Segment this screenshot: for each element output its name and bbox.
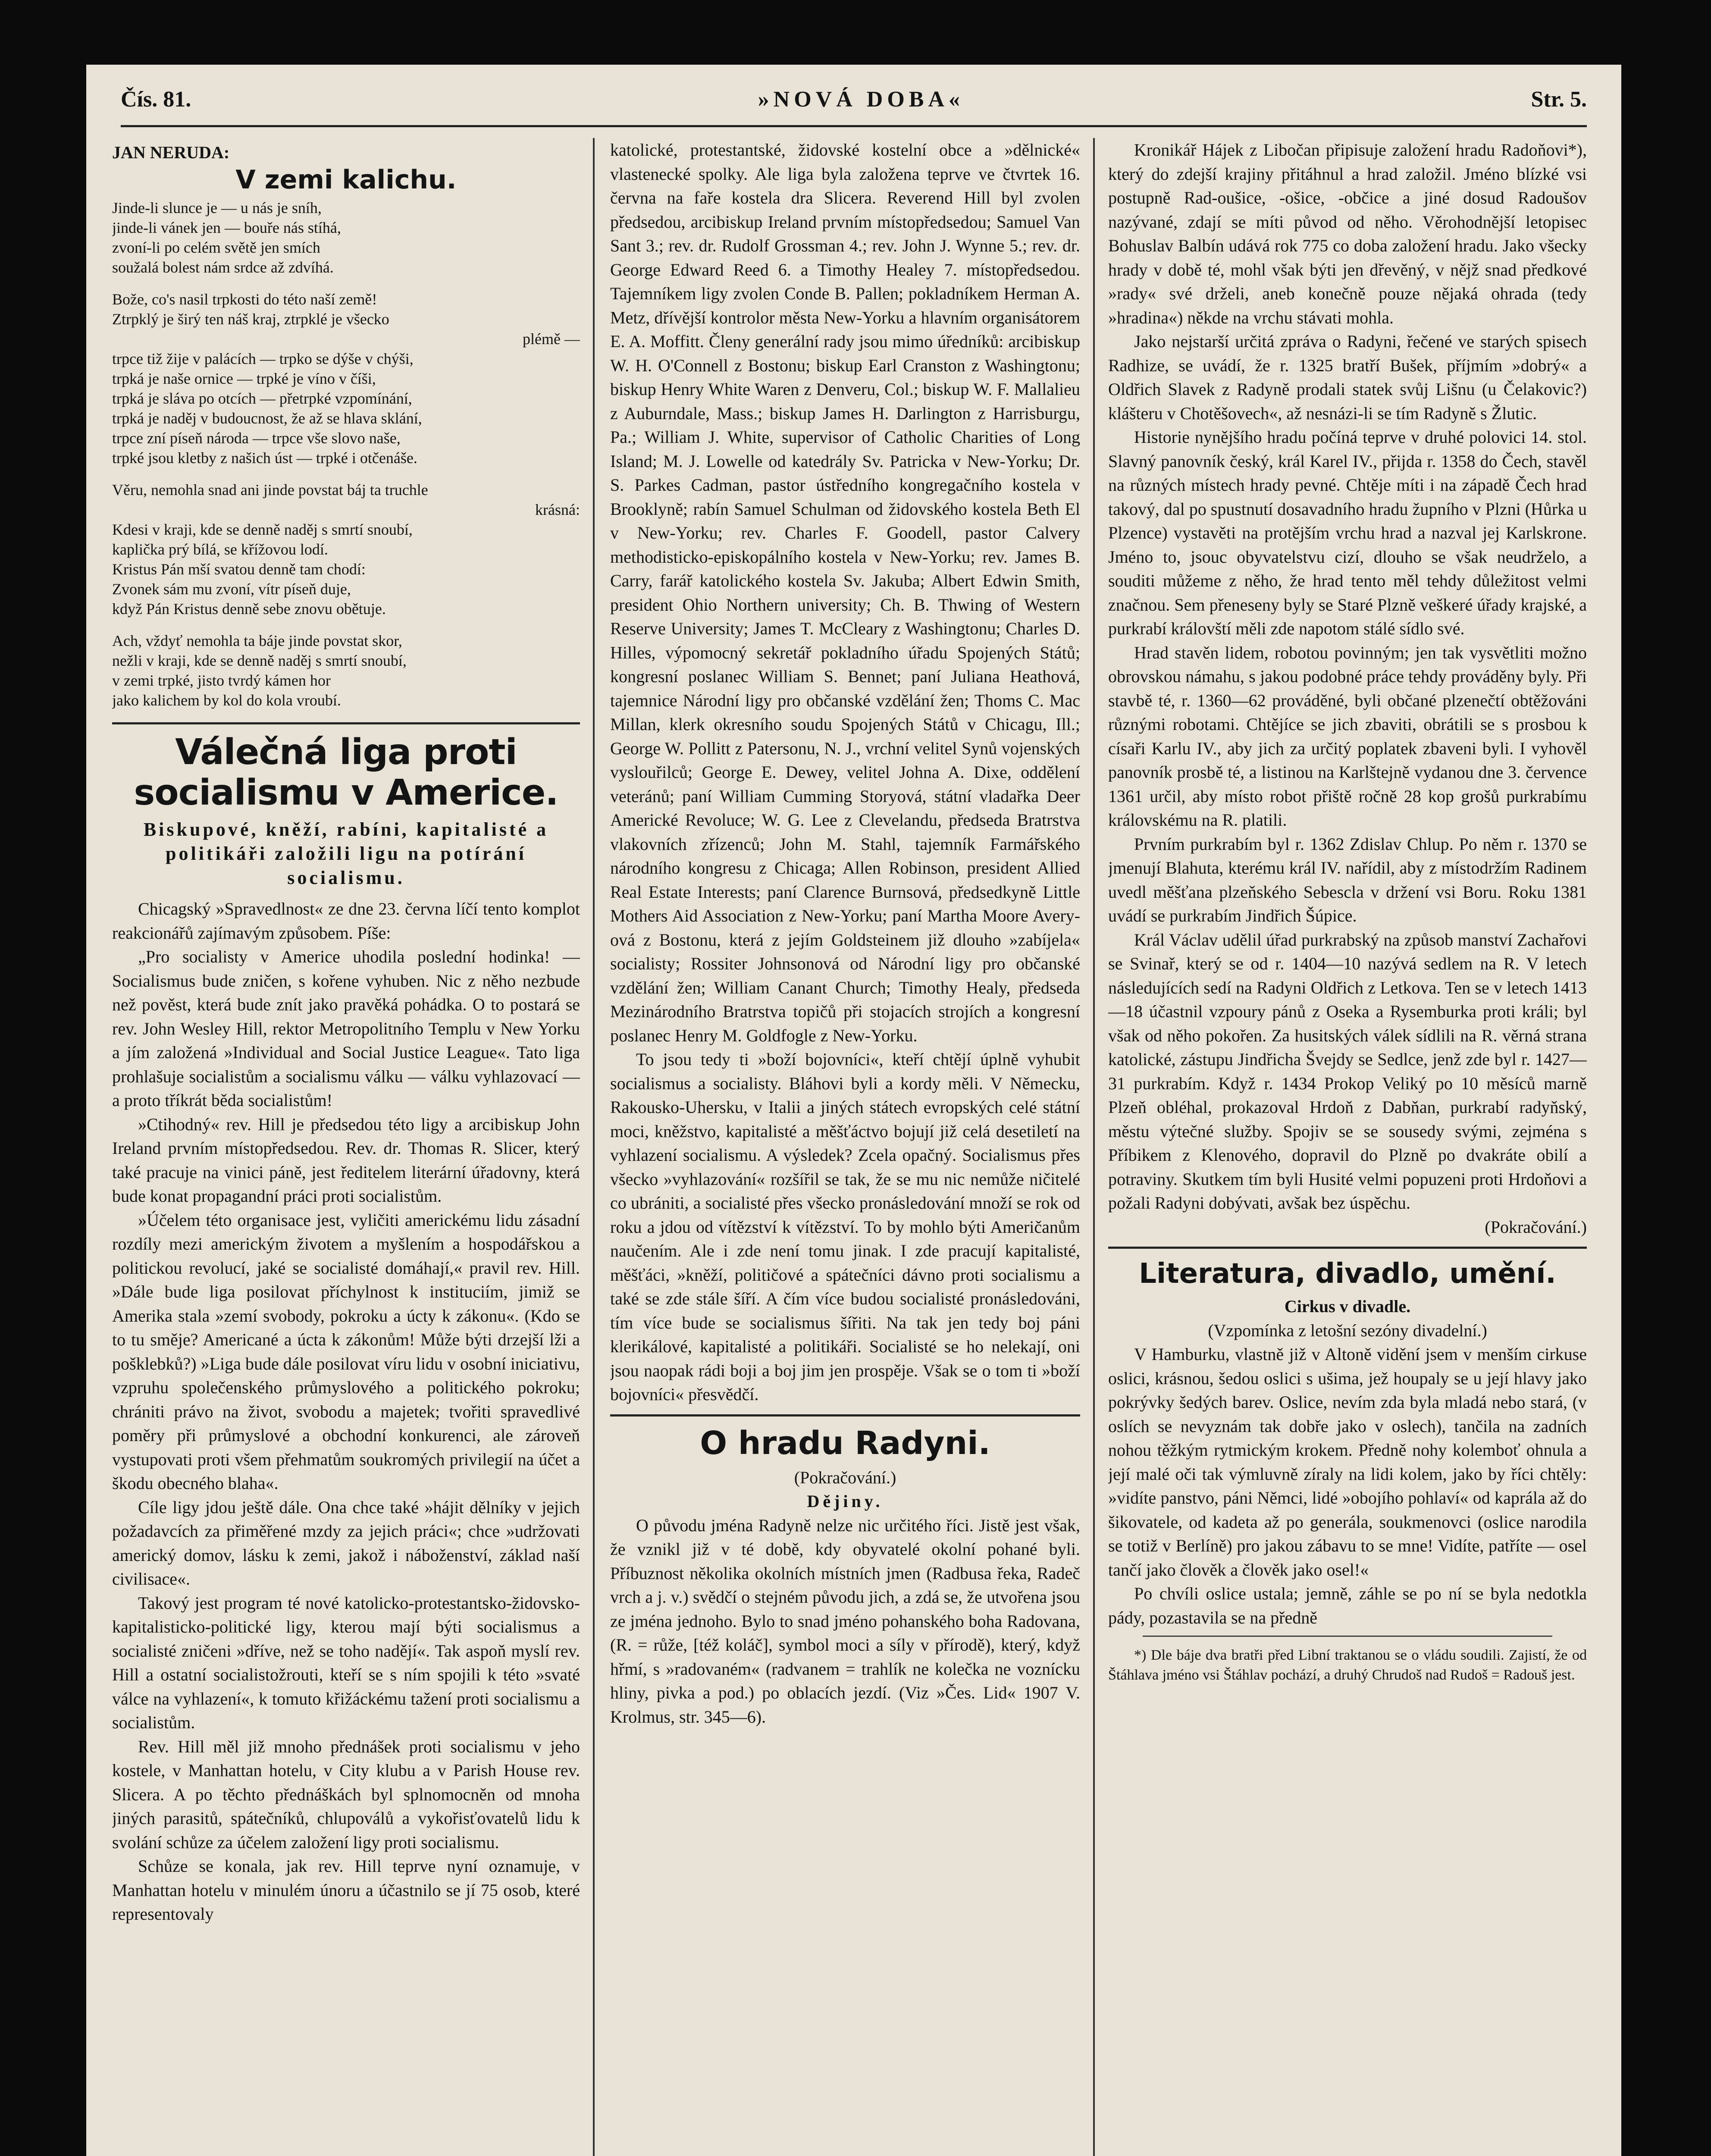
- article-paragraph: Rev. Hill měl již mnoho přednášek proti socialismu v jeho kostele, v Manhattan hotelu, v City klubu a v Parish House rev. Slicera. A po těchto přednáškách byl splnomocněn od mnoha jiných parasitů, spátečníků, chlupoválů a vykořisťovatelů lidu k svolání schůze za účelem založení ligy proti socialismu.: [112, 1736, 580, 1852]
- article-subheadline: (Vzpomínka z letošní sezóny divadelní.): [1208, 1320, 1487, 1340]
- poem-line: soužalá bolest nám srdce až zdvíhá.: [112, 259, 334, 276]
- poem-line: zvoní-li po celém světě jen smích: [112, 239, 320, 256]
- poem-line: trpké jsou kletby z našich úst — trpké i otčenáše.: [112, 449, 417, 467]
- poem-line: trpká je naděj v budoucnost, že až se hlava sklání,: [112, 410, 422, 427]
- poem-line-tail: krásná:: [535, 501, 580, 518]
- poem-title: V zemi kalichu.: [235, 164, 457, 195]
- article-paragraph: V Hamburku, vlastně již v Altoně vidění jsem v menším cirkuse oslici, krásnou, šedou oslici s ušima, jež houpaly se u její hlavy jako pokrývky šedých barev. Oslice, nevím zda byla mladá nebo stará, (v oslích se nevyznám tak dobře jako v oslech), tančila na zadních nohou těžkým rytmickým krokem. Předně nohy kolemboť ohnula a její malé oči tak výmluvně zíraly na lidi kolem, jako by říci chtěly: »vidíte panstvo, páni Němci, lidé »obojího pohlaví« od kaprála až do šikovatele, od kadeta až po generála, soukmenovci (oslice narodila se totiž v Berlíně) pro jakou zábavu to se mne! Vidíte, patříte — osel tančí jako člověk a člověk jako osel!«: [1108, 1344, 1587, 1579]
- article-paragraph: Po chvíli oslice ustala; jemně, záhle se po ní se byla nedotkla pády, pozastavila se na předně: [1108, 1584, 1587, 1627]
- article-paragraph: »Účelem této organisace jest, vyličiti americkému lidu zásadní rozdíly mezi americkým životem a myšlením a hospodářskou a politickou revolucí, jaké se socialisté domáhají,« pravil rev. Hill. »Dále bude liga posilovat příchylnost k instituciím, jimiž se Amerika stala »zemí svobody, pokroku a úcty k zákonu«. (Kdo se to tu směje? Americané a úcta k zákonům! Může býti drzejší lži a pošklebků?) »Liga bude dále posilovat víru lidu v osobní iniciativu, vzpruhu společenského průmyslového a politického pokroku; chrániti právo na život, svobodu a majetek; tvořiti spravedlivé poměry při průmyslové a obchodní konkurenci, ale zároveň vystupovati proti všem přehmatům soukromých privilegií na účet a škodu obecného blaha«.: [112, 1210, 580, 1493]
- poem-line: jako kalichem by kol do kola vroubí.: [112, 692, 341, 709]
- poem-line: trpká je naše ornice — trpké je víno v číši,: [112, 370, 376, 387]
- column-2: [610, 138, 1080, 2156]
- poem: [112, 198, 580, 710]
- footnote-divider: [1143, 1636, 1552, 1637]
- article-paragraph: Jako nejstarší určitá zpráva o Radyni, řečené ve starých spisech Radhize, se uvádí, že r. 1325 bratří Bušek, příjmím »dobrý« a Oldřich Slavek z Radyně prodali statek svůj Lišnu (u Čelakovic?) klášteru v Chotěšovech«, až nesnázi-li se tím Radyně s Žlutic.: [1108, 332, 1587, 423]
- poem-line: v zemi trpké, jisto tvrdý kámen hor: [112, 672, 331, 689]
- article-headline: Válečná liga proti socialismu v Americe.: [134, 732, 558, 813]
- newspaper-page: [86, 65, 1621, 2156]
- page-number: Str. 5.: [1531, 87, 1587, 112]
- poem-line: Kdesi v kraji, kde se denně naděj s smrtí snoubí,: [112, 521, 413, 538]
- article-paragraph: „Pro socialisty v Americe uhodila poslední hodinka! — Socialismus bude zničen, s kořene vyhuben. Nic z něho nezbude než pověst, která bude znít jako pravěká pohádka. O to postará se rev. John Wesley Hill, rektor Metropolitního Templu v New Yorku a jím založená »Individual and Social Justice League«. Tato liga prohlašuje socialistům a socialismu válku — válku vyhlazovací — a proto tříkrát běda socialistům!: [112, 947, 580, 1110]
- poem-line: Bože, co's nasil trpkosti do této naší země!: [112, 291, 377, 308]
- article-paragraph: O původu jména Radyně nelze nic určitého říci. Jistě jest však, že vznikl již v té době, kdy obyvatelé okolní pohané byli. Příbuznost několika okolních místních jmen (Radbusa řeka, Radeč vrch a j. v.) svědčí o stejném původu jich, a zdá se, že utvořena jsou ze jména jednoho. Bylo to snad jméno pohanského boha Radovana, (R. = růže, [též koláč], symbol moci a síly v přírodě), který, když hřmí, s »radovaném« (radvanem = trahlík ne kolečka ne voznícku hliny, pivka a pod.) po oblacích jezdí. (Viz »Čes. Lid« 1907 V. Krolmus, str. 345—6).: [610, 1515, 1080, 1727]
- poem-stanza: [112, 631, 580, 710]
- article-headline: O hradu Radyni.: [700, 1424, 990, 1462]
- masthead: »NOVÁ DOBA«: [758, 87, 965, 112]
- article-paragraph: »Ctihodný« rev. Hill je předsedou této ligy a arcibiskup John Ireland prvním místopředsedou. Rev. dr. Thomas R. Slicer, který také pracuje na vinici páně, jest ředitelem literární úřadovny, která bude konat propagandní práci proti socialistům.: [112, 1114, 580, 1206]
- footnote: *) Dle báje dva bratři před Libní traktanou se o vládu soudili. Zajistí, že od Štáhlava jméno vsi Štáhlav pochází, a druhý Chrudoš nad Rudoš = Radouš jest.: [1108, 1647, 1587, 1683]
- poem-line: kaplička prý bílá, se křížovou lodí.: [112, 541, 328, 558]
- section-heading: Dějiny.: [807, 1492, 884, 1511]
- article-paragraph: To jsou tedy ti »boží bojovníci«, kteří chtějí úplně vyhubit socialismus a socialisty. Bláhovi byli a kordy měli. V Německu, Rakousko-Uhersku, v Italii a jiných státech evropských celé státní moci, kněžstvo, kapitalisté a měšťáctvo bojují již celá desetiletí na vyhlazení socialismu. A výsledek? Zcela opačný. Socialismus přes všecko »vyhlazování« rozšířil se tak, že se mu nic nemůže ničitelé co ubrániti, a socialisté přes všecko pronásledování množí se rok od roku a jdou od vítězství k vítězství. To by mohlo býti Američanům naučením. Ale i zde není tomu jinak. I zde pracují kapitalisté, měšťáci, »kněží, političové a spátečníci dávno proti socialismu a také se zde stále šíří. A čím více budou socialisté pronásledováni, tím více bude se socialismus šířiti. Na tak jen tedy boj páni klerikálové, kapitalisté a politikáři. Socialisté se ho nelekají, oni jsou naopak rádi boji a boj jim jen prospěje. Však se o tom ti »boží bojovníci« přesvědčí.: [610, 1050, 1080, 1404]
- column-rule: [593, 138, 595, 2156]
- poem-line: jinde-li vánek jen — bouře nás stíhá,: [112, 219, 341, 236]
- poem-line: Ach, vždyť nemohla ta báje jinde povstat skor,: [112, 632, 402, 649]
- page-header: [121, 73, 1587, 127]
- article-paragraph: Prvním purkrabím byl r. 1362 Zdislav Chlup. Po něm r. 1370 se jmenují Blahuta, kterému král IV. nařídil, aby z místodržím Radinem uvedl měšťana plzeňského Sebescla v držení vsi Boru. Roku 1381 uvádí se purkrabím Jindřich Šúpice.: [1108, 834, 1587, 925]
- column-rule: [1093, 138, 1095, 2156]
- article-paragraph: Cíle ligy jdou ještě dále. Ona chce také »hájit dělníky v jejich požadavcích za přiměřené mzdy za jejich práci«; chce »udržovati americký domov, lásku k zemi, jakož i náboženství, základ naší civilisace«.: [112, 1497, 580, 1589]
- poem-stanza: [112, 480, 580, 619]
- section-headline: Literatura, divadlo, umění.: [1139, 1258, 1556, 1290]
- article-paragraph: Chicagský »Spravedlnost« ze dne 23. června líčí tento komplot reakcionářů zajímavým způsobem. Píše:: [112, 899, 580, 943]
- issue-number: Čís. 81.: [121, 87, 191, 112]
- column-1: [112, 138, 580, 2156]
- poem-author: JAN NERUDA:: [112, 143, 230, 162]
- section-divider: [1108, 1247, 1587, 1249]
- article-paragraph: Kronikář Hájek z Libočan připisuje založení hradu Radoňovi*), který do zdejší krajiny přitáhnul a hrad založil. Jméno blízké vsi postupně Rad-oušice, -ošice, -občice a jiné dosud Radoušov nazývané, zdají se míti původ od něho. Věrohodnější letopisec Bohuslav Balbín udává rok 775 co doba založení hradu. Jako všecky hrady v době té, mohl však býti jen dřevěný, v nějž snad předkové »rady« své drželi, aneb konečně pouze nějaká ohrada (tedy »hradina«) někde na vrchu stávati mohla.: [1108, 140, 1587, 327]
- article-paragraph: Historie nynějšího hradu počíná teprve v druhé polovici 14. stol. Slavný panovník český, král Karel IV., přijda r. 1358 do Čech, stavěl na různých místech hrady pevné. Chtěje míti i na západě Čech hrad takový, dal po spustnutí dosavadního hradu župního v Plzni (Hůrka u Plzence) vystavěti na protějším vrchu hrad a nazval jej Karlskrone. Jméno to, jsouc obyvatelstvu cizí, dlouho se však neudrželo, a souditi můžeme z něho, že hrad tento měl tehdy důležitost velmi značnou. Sem přeneseny byly se Staré Plzně veškeré úřady krajské, a purkrabí královští měli zde napotom stálé sídlo své.: [1108, 427, 1587, 638]
- poem-line: trpce tiž žije v palácích — trpko se dýše v chýši,: [112, 350, 414, 367]
- poem-line-tail: plémě —: [523, 330, 580, 348]
- article-paragraph: Král Václav udělil úřad purkrabský na způsob manství Zachařovi se Svinař, který se od r. 1404—10 nazývá sedlem na R. V letech následujících sedí na Radyni Oldřich z Letkova. Ten se v letech 1413—18 účastnil vzpoury pánů z Oseka a Rysemburka proti králi; byl však od něho pokořen. Za husitských válek sídlili na R. věrná strana katolické, zástupu Jindřicha Švejdy se Sedlce, jenž zde byl r. 1427—31 purkrabím. Když r. 1434 Prokop Veliký po 10 měsíců marně Plzeň obléhal, prokazoval Hrdoň z Dabňan, purkrabí radyňský, městu výtečné služby. Spojiv se se sousedy svými, zejména s Příbikem z Klenového, dopravil do Plzně po dvakráte obilí a potraviny. Skutkem tím byli Husité velmi popuzeni proti Hrdoňovi a požali Radyni dobývati, avšak bez úspěchu.: [1108, 930, 1587, 1213]
- poem-line: nežli v kraji, kde se denně naděj s smrtí snoubí,: [112, 652, 407, 669]
- poem-line: Jinde-li slunce je — u nás je sníh,: [112, 199, 322, 216]
- column-3: [1108, 138, 1587, 2156]
- poem-line: když Pán Kristus denně sebe znovu obětuje.: [112, 600, 386, 617]
- continued-note: (Pokračování.): [1485, 1217, 1587, 1237]
- poem-line: trpce zní píseň národa — trpce vše slovo naše,: [112, 429, 401, 447]
- poem-line: trpká je sláva po otcích — přetrpké vzpomínání,: [112, 390, 412, 407]
- article-paragraph: Hrad stavěn lidem, robotou povinným; jen tak vysvětliti možno obrovskou námahu, s jakou podobné práce tehdy prováděny byly. Při stavbě té, r. 1360—62 prováděné, byli občané plzenečtí obtěžováni různými robotami. Chtějíce se jich zbaviti, obrátili se s prosbou k císaři Karlu IV., aby jich za určitý poplatek zbaveni byli. I vyhověl panovník prosbě té, a listinou na Karlštejně vydanou dne 3. července 1361 určil, aby místo robot přiště ročně 28 kop grošů purkrabímu královskému na R. platili.: [1108, 642, 1587, 830]
- section-divider: [610, 1414, 1080, 1416]
- article-subheadline: Biskupové, kněží, rabíni, kapitalisté a politikáři založili ligu na potírání socialismu.: [143, 819, 549, 888]
- section-divider: [112, 722, 580, 724]
- article-headline: Cirkus v divadle.: [1284, 1297, 1411, 1316]
- article-paragraph: Takový jest program té nové katolicko-protestantsko-židovsko-kapitalisticko-politické ligy, kterou mají býti socialismus a socialisté zničeni »dříve, než se toho nadějí«. Tak aspoň myslí rev. Hill a ostatní socialistožrouti, kteří se s ním spojili k této »svaté válce na vyhlazení«, k tomuto křižáckému tažení proti socialismu a socialistům.: [112, 1593, 580, 1732]
- poem-line: Zvonek sám mu zvoní, vítr píseň duje,: [112, 580, 351, 598]
- continued-note: (Pokračování.): [794, 1467, 896, 1487]
- poem-stanza: [112, 289, 580, 468]
- article-paragraph: katolické, protestantské, židovské kostelní obce a »dělnické« vlastenecké spolky. Ale liga byla založena teprve ve čtvrtek 16. června na faře kostela dra Slicera. Reverend Hill byl zvolen předsedou, arcibiskup Ireland prvním místopředsedou; Samuel Van Sant 3.; rev. dr. Rudolf Grossman 4.; rev. John J. Wynne 5.; rev. dr. George Edward Reed 6. a Timothy Healey 7. místopředsedou. Tajemníkem ligy zvolen Conde B. Pallen; pokladníkem Herman A. Metz, dřívější kontrolor města New-Yorku a hlavním organisátorem E. A. Moffitt. Členy generální rady jsou mimo úředníků: arcibiskup W. H. O'Connell z Bostonu; biskup Earl Cranston z Washingtonu; biskup Henry White Waren z Denveru, Col.; biskup W. F. Mallalieu z Auburndale, Mass.; biskup James H. Darlington z Harrisburgu, Pa.; William J. White, supervisor of Catholic Charities of Long Island; M. J. Lowelle od katedrály Sv. Patricka v New-Yorku; Dr. S. Parkes Cadman, pastor ústředního kongregačního kostela v Brooklyně; rabín Samuel Schulman od židovského kostela Beth El v New-Yorku; rev. Charles F. Goodell, pastor Calvery methodisticko-episkopálního kostela v New-Yorku; rev. James B. Carry, farář katolického kostela Sv. Jakuba; Albert Edwin Smith, president Ohio Northern university; Ch. B. Thwing of Western Reserve University; James T. McCleary z Washingtonu; Charles D. Hilles, výpomocný sekretář pokladního úřadu Spojených Států; kongresní poslanec William S. Bennet; paní Juliana Heathová, tajemnice Národní ligy pro občanské vzdělání žen; Thoms C. Mac Millan, klerk okresního soudu Spojených Států v Chicagu, Ill.; George W. Pollitt z Patersonu, N. J., vrchní velitel Synů vojenských vyslouřilců; George E. Dewey, velitel Johna A. Dixe, oddělení veteránů; paní William Cumming Storyová, státní vladařka Deer Americké Revoluce; W. G. Lee z Clevelandu, předseda Bratrstva vlakovních zřízenců; John M. Stahl, tajemník Farmářského národního kongresu z Chicaga; Allen Robinson, president Allied Real Estate Interests; paní Clarence Burnsová, předsedkyně Little Mothers Aid Association z New-Yorku; paní Martha Moore Avery-ová z Bostonu, která z jejím Goldsteinem již dlouho »zabíjela« socialisty; Rossiter Johnsonová od Národní ligy pro občanské vzdělání žen; William Canant Church; Timothy Healy, předseda Mezinárodního Bratrstva topičů při stojacích strojích a kongresní poslanec Henry M. Goldfogle z New-Yorku.: [610, 140, 1080, 1045]
- poem-line: Ztrpklý je širý ten náš kraj, ztrpklé je všecko: [112, 310, 389, 328]
- poem-stanza: [112, 198, 580, 277]
- poem-line: Věru, nemohla snad ani jinde povstat báj ta truchle: [112, 481, 428, 498]
- poem-line: Kristus Pán mší svatou denně tam chodí:: [112, 561, 366, 578]
- article-paragraph: Schůze se konala, jak rev. Hill teprve nyní oznamuje, v Manhattan hotelu v minulém únoru a účastnilo se jí 75 osob, které representovaly: [112, 1856, 580, 1924]
